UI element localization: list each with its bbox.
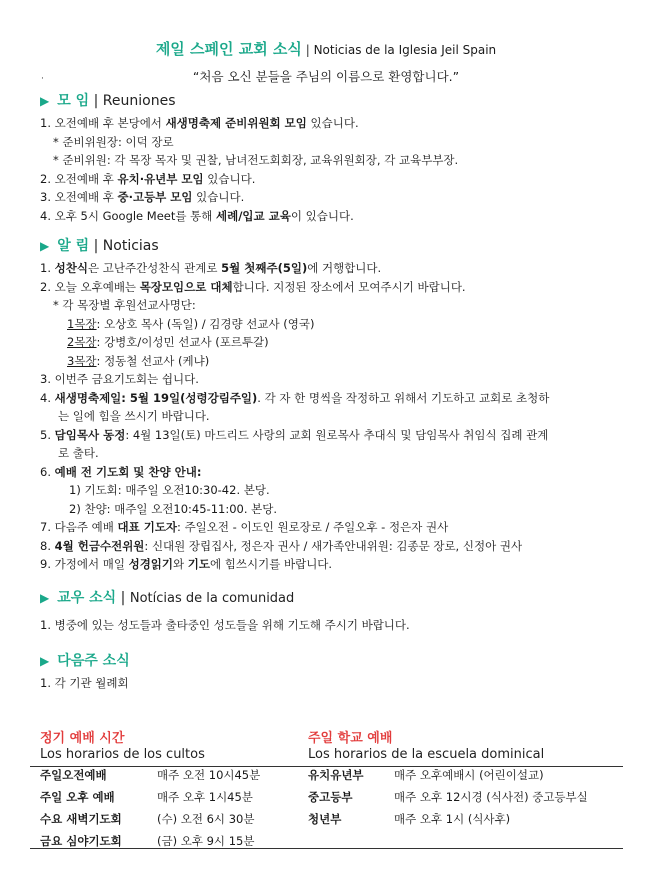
heading-separator: | [89,93,103,109]
text: 에 힘쓰시기를 바랍니다. [210,557,333,571]
list-item: 3. 이번주 금요기도회는 쉽니다. [40,372,199,386]
section-noticias [40,237,615,574]
table-row [40,764,260,786]
heading-korean: 교우 소식 [57,590,117,606]
text: 합니다. 지정된 장소에서 모여주시기 바랍니다. [232,279,466,294]
text: 1. 오전예배 후 본당에서 [40,116,166,130]
text: 2. 오늘 오후예배는 [40,279,140,294]
row-label: 금요 심야기도회 [40,834,122,848]
row-label: 주일오전예배 [40,768,107,782]
row-label: 수요 새벽기도회 [40,812,122,826]
heading-separator: | [116,590,130,606]
bold-text: 중·고등부 모임 [117,190,193,204]
section-heading [40,652,615,670]
text: 2. 오전예배 후 [40,171,118,186]
bold-text: 새생명축제 준비위원회 모임 [165,116,307,130]
heading-korean: 알 림 [57,238,90,254]
text: 6. [40,464,55,479]
bold-text: 4월 헌금수전위원 [54,538,145,553]
text: : 주일오전 - 이도인 원로장로 / 주일오후 - 정은자 권사 [177,520,449,534]
list-item [40,333,615,352]
list-item [40,426,615,445]
text: : 4월 13일(토) 마드리드 사랑의 교회 원로목사 추대식 및 담임목사 취임식 집례 관계 [125,427,549,442]
list-item: * 각 목장별 후원선교사명단: [53,298,196,312]
list-item: 로 출타. [58,446,99,460]
cultos-subheading: Los horarios de los cultos [40,747,205,762]
bold-text: 세례/입교 교육 [216,208,291,223]
underlined-text: 3목장 [67,353,97,368]
bold-text: 유치·유년부 모임 [117,171,204,186]
bold-text: 5월 첫째주(5일) [221,261,308,275]
bold-text: 예배 전 기도회 및 찬양 안내: [54,464,202,479]
triangle-icon: ▶ [40,591,50,605]
list-item [40,207,615,226]
section-comunidad [40,589,615,635]
heading-separator: | [89,238,103,254]
list-item: 2) 찬양: 매주일 오전10:45-11:00. 본당. [69,501,278,516]
text: 있습니다. [203,171,256,186]
section-heading [40,92,615,110]
underlined-text: 1목장 [67,316,97,331]
text: 이 있습니다. [290,208,354,223]
row-label: 유치유년부 [308,768,364,782]
escuela-table [308,764,588,830]
text: 은 고난주간성찬식 관계로 [87,261,222,275]
list-item: 1. 각 기관 월례회 [40,676,129,690]
list-item: * 준비위원장: 이덕 장로 [53,134,174,149]
list-item [40,352,615,371]
text: 7. 다음주 예배 [40,520,118,534]
table-row [308,808,588,830]
text: : 강병호/이성민 선교사 (포르투갈) [96,335,269,349]
text: : 오상호 목사 (독일) / 김경량 선교사 (영국) [96,316,315,331]
title-spanish: Noticias de la Iglesia Jeil Spain [313,43,497,57]
text: 8. [40,538,55,553]
section-reuniones [40,92,615,225]
bold-text: 성경읽기 [128,557,174,571]
table-row [308,764,588,786]
table-row [308,786,588,808]
row-time: (금) 오후 9시 15분 [157,834,255,848]
text: 5. [40,427,55,442]
list-item: * 준비위원: 각 목장 목자 및 권찰, 남녀전도회회장, 교육위원회장, 각 교육부부장. [53,153,459,167]
triangle-icon: ▶ [40,94,50,108]
list-item [40,170,615,189]
section-heading [40,237,615,255]
bold-text: 담임목사 동정 [54,427,126,442]
row-time: 매주 오전 10시45분 [157,768,261,782]
bold-text: 새생명축제일: 5월 19일(성령강림주일) [54,390,258,405]
text: 3. 오전예배 후 [40,190,118,204]
text: 4. 오후 5시 Google Meet를 통해 [40,208,217,223]
bulletin-title [0,38,652,59]
row-time: (수) 오전 6시 30분 [157,812,255,826]
text: 에 거행합니다. [307,261,382,275]
title-separator: | [305,43,314,57]
heading-spanish: Noticias [102,238,159,254]
list-item [40,518,615,537]
heading-korean: 다음주 소식 [57,653,130,669]
text: 있습니다. [306,116,359,130]
welcome-subtitle: “처음 오신 분들을 주님의 이름으로 환영합니다.” [192,69,460,84]
text: 와 [173,557,188,571]
list-item [40,259,615,278]
list-item [40,555,615,574]
row-time: 매주 오후예배시 (어린이설교) [394,768,544,782]
bold-text: 대표 기도자 [117,520,178,534]
list-item [40,315,615,334]
text: . 각 자 한 명씩을 작정하고 위해서 기도하고 교회로 초청하 [257,390,550,405]
list-item: 1) 기도회: 매주일 오전10:30-42. 본당. [69,483,270,497]
row-time: 매주 오후 1시 (식사후) [394,812,511,826]
underlined-text: 2목장 [67,335,97,349]
row-label: 주일 오후 예배 [40,790,115,804]
table-row [40,808,260,830]
list-item: 는 일에 힘을 쓰시기 바랍니다. [58,409,210,423]
heading-spanish: Reuniones [102,93,176,109]
row-time: 매주 오후 12시경 (식사전) 중고등부실 [394,790,588,804]
bullet-dot: · [41,74,44,84]
row-time: 매주 오후 1시45분 [157,790,253,804]
list-item [40,463,615,482]
bold-text: 목장모임으로 대체 [139,279,233,294]
escuela-subheading: Los horarios de la escuela dominical [308,747,545,762]
section-proxima [40,652,615,693]
heading-korean: 모 임 [57,93,90,109]
cultos-table [40,764,260,852]
list-item [40,278,615,297]
cultos-heading: 정기 예배 시간 [40,731,125,746]
divider [30,848,623,849]
bulletin-header [0,0,652,85]
triangle-icon: ▶ [40,654,50,668]
text: 4. [40,390,55,405]
list-item: 1. 병중에 있는 성도들과 출타중인 성도들을 위해 기도해 주시기 바랍니다. [40,618,410,632]
text: 9. 가정에서 매일 [40,557,129,571]
row-label: 중고등부 [308,790,353,804]
row-label: 청년부 [308,812,342,826]
section-heading [40,589,615,608]
list-item [40,114,615,133]
text: : 신대원 장립집사, 정은자 권사 / 새가족안내위원: 김종문 장로, 신정아 권사 [144,538,523,553]
text: : 정동철 선교사 (케냐) [96,353,210,368]
triangle-icon: ▶ [40,239,50,253]
bold-text: 성찬식 [54,261,88,275]
escuela-heading: 주일 학교 예배 [308,731,393,746]
bold-text: 기도 [187,557,211,571]
heading-spanish: Notícias de la comunidad [129,591,295,606]
title-korean: 제일 스페인 교회 소식 [155,40,302,58]
table-row [40,786,260,808]
list-item [40,537,615,556]
list-item [40,188,615,207]
text: 있습니다. [192,190,245,204]
list-item [40,389,615,408]
text: 1. [40,261,55,275]
